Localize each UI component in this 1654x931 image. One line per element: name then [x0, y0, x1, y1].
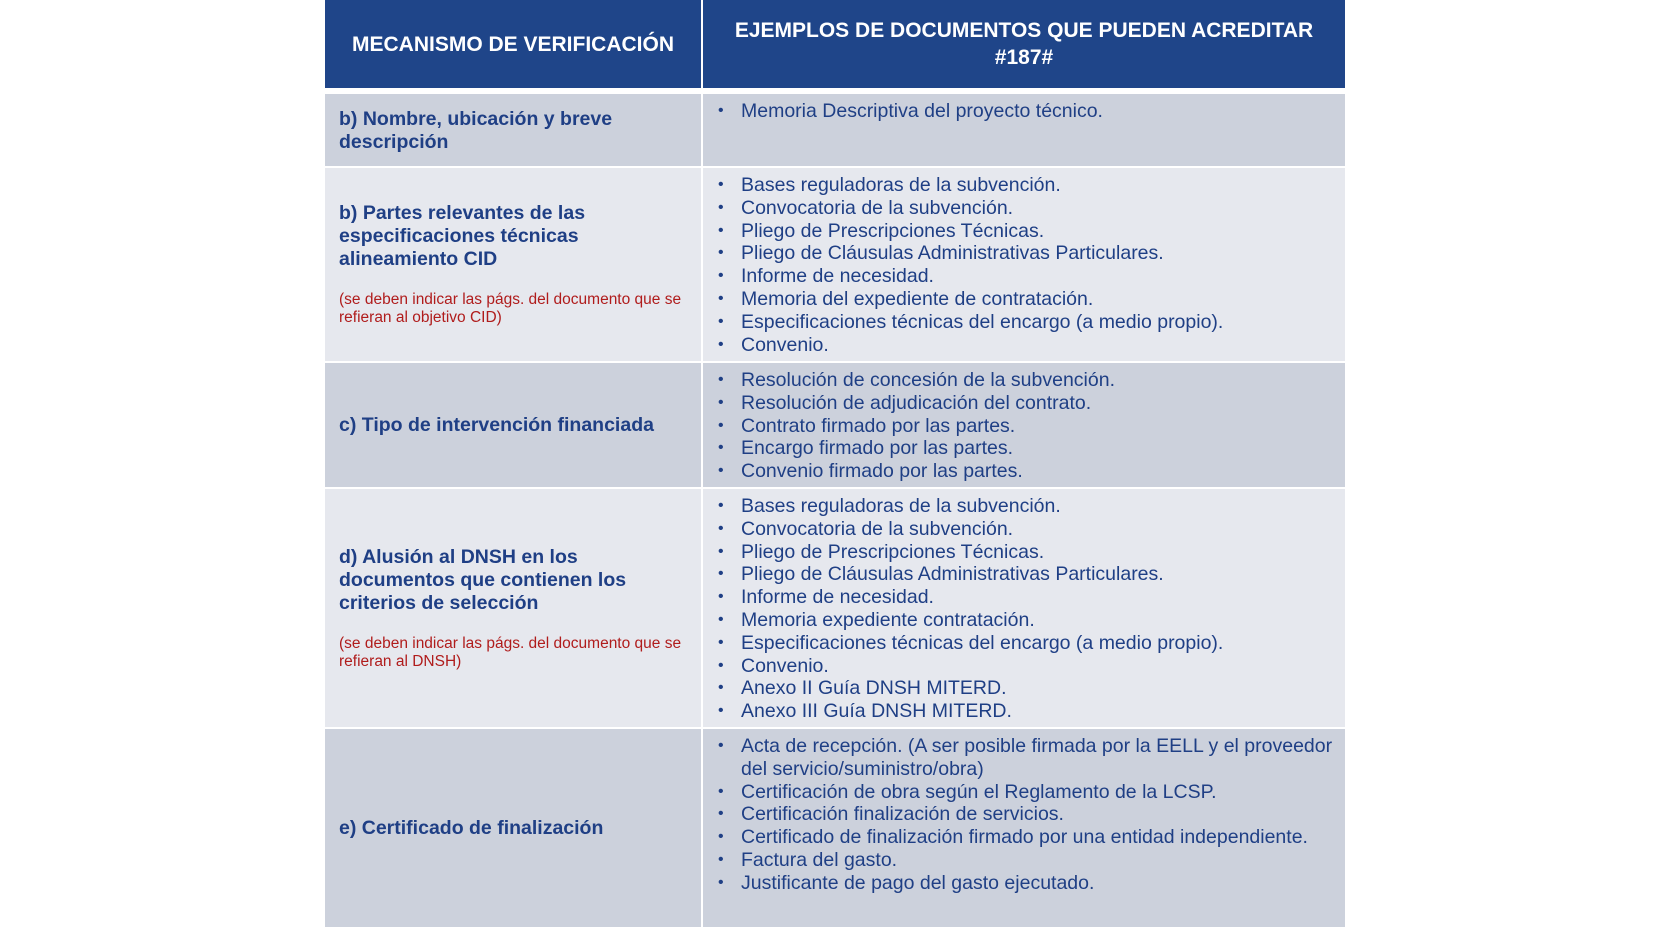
docs-list: [715, 100, 1333, 123]
docs-list: [715, 495, 1333, 723]
row-criterion: d) Alusión al DNSH en los documentos que contienen los criterios de selección: [339, 545, 627, 614]
doc-item: • Certificación de obra según el Reglamento de la LCSP.: [715, 781, 1333, 804]
header-mechanism-label: MECANISMO DE VERIFICACIÓN: [351, 32, 674, 56]
row-criterion-cell: [325, 361, 703, 487]
row-criterion-cell: [325, 727, 703, 927]
row-docs-cell: [703, 487, 1345, 727]
doc-item: • Convenio.: [715, 655, 1333, 678]
doc-item: • Acta de recepción. (A ser posible firmada por la EELL y el proveedor del servicio/suministro/obra): [715, 735, 1333, 781]
doc-item: • Convenio.: [715, 334, 1333, 357]
header-examples: [703, 0, 1345, 88]
doc-item: • Certificado de finalización firmado por una entidad independiente.: [715, 826, 1333, 849]
verification-table: [325, 0, 1345, 927]
doc-item: • Certificación finalización de servicios.: [715, 803, 1333, 826]
row-note: (se deben indicar las págs. del documento que se refieran al DNSH): [339, 634, 682, 670]
row-note: (se deben indicar las págs. del documento que se refieran al objetivo CID): [339, 291, 682, 326]
row-criterion-cell: [325, 92, 703, 166]
doc-item: • Resolución de concesión de la subvención.: [715, 369, 1333, 392]
row-docs-cell: [703, 727, 1345, 927]
doc-item: • Encargo firmado por las partes.: [715, 437, 1333, 460]
doc-item: • Justificante de pago del gasto ejecutado.: [715, 872, 1333, 895]
doc-item: • Pliego de Prescripciones Técnicas.: [715, 220, 1333, 243]
doc-item: • Anexo III Guía DNSH MITERD.: [715, 700, 1333, 723]
row-docs-cell: [703, 92, 1345, 166]
doc-item: • Resolución de adjudicación del contrato.: [715, 392, 1333, 415]
docs-list: [715, 174, 1333, 356]
doc-item: • Pliego de Cláusulas Administrativas Particulares.: [715, 563, 1333, 586]
doc-item: • Informe de necesidad.: [715, 586, 1333, 609]
doc-item: • Convocatoria de la subvención.: [715, 197, 1333, 220]
doc-item: • Factura del gasto.: [715, 849, 1333, 872]
row-criterion: c) Tipo de intervención financiada: [339, 413, 654, 436]
doc-item: • Convocatoria de la subvención.: [715, 518, 1333, 541]
doc-item: • Bases reguladoras de la subvención.: [715, 174, 1333, 197]
doc-item: • Memoria del expediente de contratación.: [715, 288, 1333, 311]
row-criterion: e) Certificado de finalización: [339, 816, 604, 839]
docs-list: [715, 369, 1333, 483]
doc-item: • Memoria expediente contratación.: [715, 609, 1333, 632]
header-mechanism: [325, 0, 703, 88]
row-criterion-cell: [325, 166, 703, 361]
header-examples-code: #187#: [994, 46, 1054, 69]
row-docs-cell: [703, 166, 1345, 361]
doc-item: • Anexo II Guía DNSH MITERD.: [715, 677, 1333, 700]
docs-list: [715, 735, 1333, 895]
doc-item: • Memoria Descriptiva del proyecto técnico.: [715, 100, 1333, 123]
row-docs-cell: [703, 361, 1345, 487]
doc-item: • Bases reguladoras de la subvención.: [715, 495, 1333, 518]
doc-item: • Especificaciones técnicas del encargo (a medio propio).: [715, 311, 1333, 334]
row-criterion: b) Partes relevantes de las especificaciones técnicas alineamiento CID: [339, 202, 586, 270]
doc-item: • Pliego de Cláusulas Administrativas Particulares.: [715, 242, 1333, 265]
doc-item: • Pliego de Prescripciones Técnicas.: [715, 541, 1333, 564]
doc-item: • Informe de necesidad.: [715, 265, 1333, 288]
row-criterion: b) Nombre, ubicación y breve descripción: [339, 108, 613, 153]
header-examples-label: EJEMPLOS DE DOCUMENTOS QUE PUEDEN ACREDITAR: [734, 19, 1314, 42]
row-criterion-cell: [325, 487, 703, 727]
doc-item: • Especificaciones técnicas del encargo (a medio propio).: [715, 632, 1333, 655]
doc-item: • Contrato firmado por las partes.: [715, 415, 1333, 438]
doc-item: • Convenio firmado por las partes.: [715, 460, 1333, 483]
